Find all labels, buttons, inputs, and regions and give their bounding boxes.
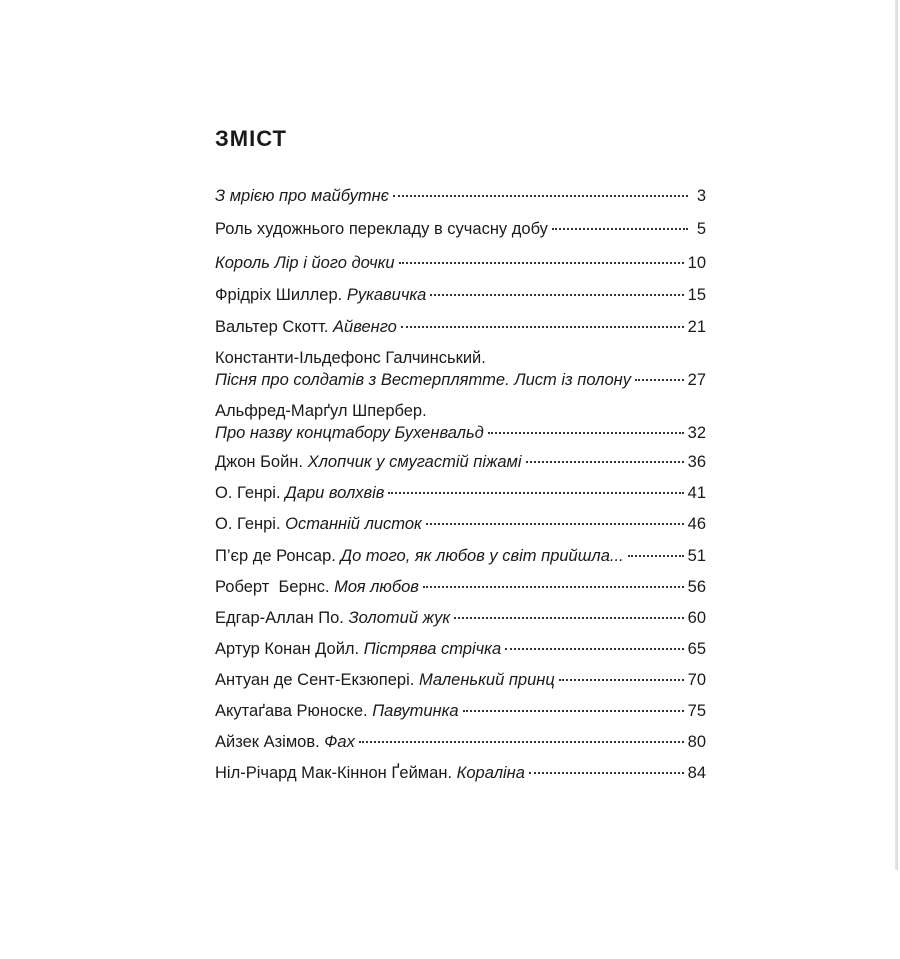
toc-entry bbox=[215, 185, 706, 207]
toc-author: О. Генрі. bbox=[215, 484, 281, 502]
toc-author: Айзек Азімов. bbox=[215, 733, 320, 751]
toc-leader-dots bbox=[463, 710, 684, 712]
toc-work-title: Кораліна bbox=[456, 764, 525, 782]
toc-author: О. Генрі. bbox=[215, 515, 281, 533]
toc-page-number: 70 bbox=[687, 671, 706, 689]
toc-leader-dots bbox=[628, 555, 684, 557]
toc-page-number: 21 bbox=[687, 318, 706, 336]
toc-work-title: Рукавичка bbox=[346, 286, 427, 304]
toc-entry bbox=[215, 669, 706, 691]
toc-work-title: Хлопчик у смугастій піжамі bbox=[307, 453, 522, 471]
page-title: ЗМІСТ bbox=[215, 126, 287, 151]
toc-entry bbox=[215, 607, 706, 629]
toc-entry bbox=[215, 638, 706, 660]
toc-leader-dots bbox=[401, 326, 684, 328]
toc-entry bbox=[215, 400, 706, 444]
toc-leader-dots bbox=[529, 772, 684, 774]
toc-leader-dots bbox=[454, 617, 683, 619]
toc-entry bbox=[215, 545, 706, 567]
toc-entry bbox=[215, 700, 706, 722]
toc-work-title: Золотий жук bbox=[348, 609, 451, 627]
toc-entry bbox=[215, 284, 706, 306]
toc-entry bbox=[215, 252, 706, 274]
toc-leader-dots bbox=[399, 262, 684, 264]
toc-work-title: Павутинка bbox=[372, 702, 459, 720]
toc-page-number: 56 bbox=[687, 578, 706, 596]
toc-page-number: 41 bbox=[687, 484, 706, 502]
toc-leader-dots bbox=[526, 461, 684, 463]
toc-page-number: 46 bbox=[687, 515, 706, 533]
toc-author: П’єр де Ронсар. bbox=[215, 547, 336, 565]
toc-page-number: 5 bbox=[696, 220, 706, 238]
toc-work-title: Маленький принц bbox=[418, 671, 555, 689]
toc-page-number: 36 bbox=[687, 453, 706, 471]
toc-author: Антуан де Сент-Екзюпері. bbox=[215, 671, 415, 689]
toc-leader-dots bbox=[505, 648, 684, 650]
toc-work-title: Моя любов bbox=[334, 578, 419, 596]
toc-entry bbox=[215, 347, 706, 391]
toc-author: Ніл-Річард Мак-Кіннон Ґейман. bbox=[215, 764, 453, 782]
toc-page-number: 60 bbox=[687, 609, 706, 627]
toc-work-title: Пістрява стрічка bbox=[363, 640, 502, 658]
toc-work-title: До того, як любов у світ прийшла... bbox=[340, 547, 624, 565]
toc-leader-dots bbox=[635, 379, 684, 381]
toc-page-number: 10 bbox=[687, 254, 706, 272]
toc-entry bbox=[215, 218, 706, 240]
toc-author: Артур Конан Дойл. bbox=[215, 640, 360, 658]
toc-leader-dots bbox=[426, 523, 684, 525]
toc-work-title: Айвенго bbox=[333, 318, 397, 336]
toc-leader-dots bbox=[488, 432, 684, 434]
toc-work-title: Пісня про солдатів з Вестерплятте. Лист із полону bbox=[215, 371, 631, 389]
toc-author: Акутаґава Рюноске. bbox=[215, 702, 368, 720]
toc-work-title: Дари волхвів bbox=[285, 484, 385, 502]
toc-author: Константи-Ільдефонс Галчинський. bbox=[215, 349, 486, 367]
toc-entry bbox=[215, 762, 706, 784]
toc-page-number: 32 bbox=[687, 424, 706, 442]
toc-author: Джон Бойн. bbox=[215, 453, 304, 471]
toc-entry bbox=[215, 576, 706, 598]
toc-leader-dots bbox=[423, 586, 684, 588]
toc-leader-dots bbox=[393, 195, 688, 197]
toc-author: Едгар-Аллан По. bbox=[215, 609, 344, 627]
toc-leader-dots bbox=[388, 492, 683, 494]
toc-work-title: З мрією про майбутнє bbox=[215, 187, 389, 205]
toc-leader-dots bbox=[359, 741, 684, 743]
toc-page-number: 15 bbox=[687, 286, 706, 304]
toc-page-number: 84 bbox=[687, 764, 706, 782]
toc-work-title: Фах bbox=[324, 733, 355, 751]
toc-page-number: 80 bbox=[687, 733, 706, 751]
toc-author: Альфред-Марґул Шпербер. bbox=[215, 402, 427, 420]
toc-author: Вальтер Скотт. bbox=[215, 318, 329, 336]
toc-entry bbox=[215, 451, 706, 473]
toc-author: Фрідріх Шиллер. bbox=[215, 286, 343, 304]
toc-leader-dots bbox=[430, 294, 683, 296]
toc-author: Роберт Бернс. bbox=[215, 578, 330, 596]
toc-entry bbox=[215, 513, 706, 535]
page-edge-shadow bbox=[895, 0, 898, 870]
toc-work-title: Король Лір і його дочки bbox=[215, 254, 395, 272]
toc-entry bbox=[215, 482, 706, 504]
toc-page-number: 51 bbox=[687, 547, 706, 565]
toc-page-number: 65 bbox=[687, 640, 706, 658]
toc-page-number: 75 bbox=[687, 702, 706, 720]
toc-entry bbox=[215, 316, 706, 338]
toc-author: Роль художнього перекладу в сучасну добу bbox=[215, 220, 548, 238]
toc-entry bbox=[215, 731, 706, 753]
toc-work-title: Про назву концтабору Бухенвальд bbox=[215, 424, 484, 442]
toc-page-number: 3 bbox=[696, 187, 706, 205]
toc-page-number: 27 bbox=[687, 371, 706, 389]
toc-leader-dots bbox=[559, 679, 684, 681]
toc-leader-dots bbox=[552, 228, 688, 230]
toc-work-title: Останній листок bbox=[285, 515, 422, 533]
